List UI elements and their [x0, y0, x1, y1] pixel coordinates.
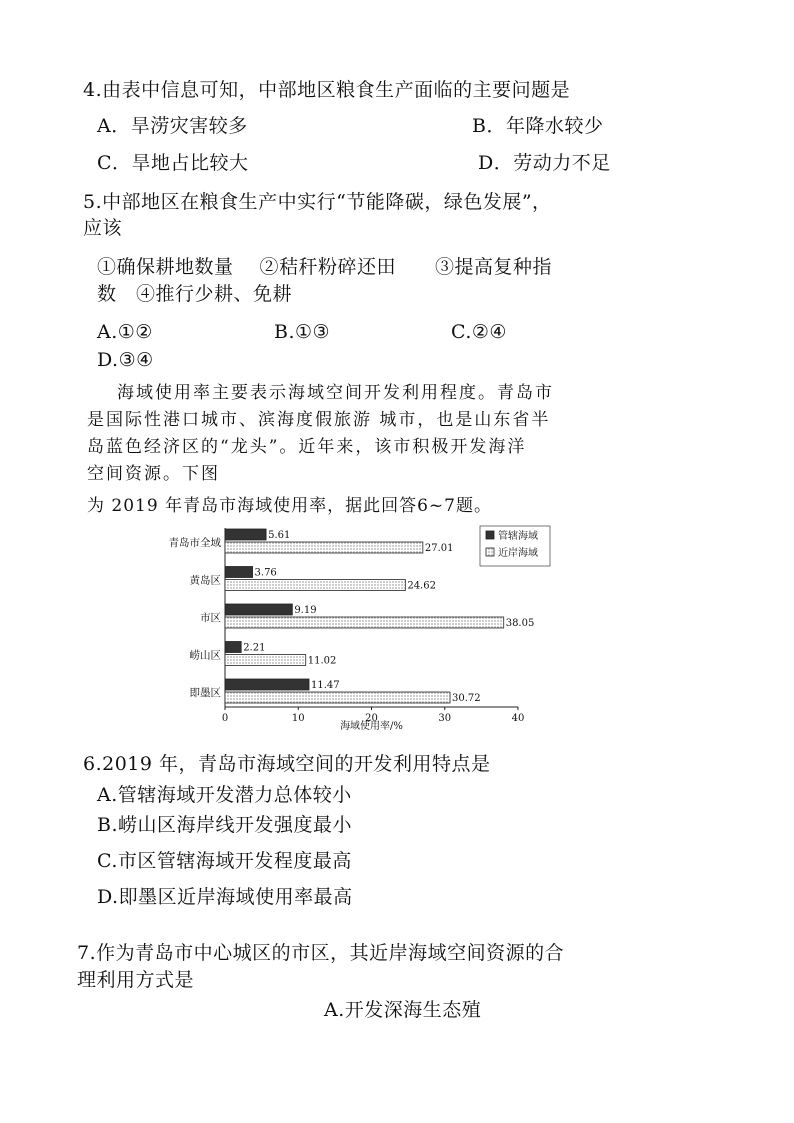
legend-label: 管辖海域: [498, 531, 538, 542]
q6-option-b: B.崂山区海岸线开发强度最小: [97, 814, 353, 836]
legend-swatch: [486, 548, 494, 556]
q7-option-a: A.开发深海生态殖: [324, 999, 482, 1021]
q5-items-line2: 数 ④推行少耕、免耕: [97, 283, 293, 305]
q6-option-d: D.即墨区近岸海域使用率最高: [97, 886, 353, 908]
bar-nearshore-sea: [225, 580, 405, 591]
sea-use-rate-bar-chart: [158, 524, 568, 736]
x-tick-label: 20: [365, 713, 378, 724]
q4-option-c: C．旱地占比较大: [97, 152, 249, 174]
x-tick-label: 40: [511, 713, 525, 724]
category-label: 黄岛区: [189, 574, 221, 587]
q5-option-b: B.①③: [274, 321, 331, 343]
q6-option-c: C.市区管辖海域开发程度最高: [97, 850, 352, 872]
q4-option-a: A．旱涝灾害较多: [97, 115, 248, 137]
bar-managed-sea: [225, 529, 266, 540]
bar-nearshore-sea: [225, 617, 504, 628]
q4-option-b: B．年降水较少: [472, 115, 604, 137]
bar-value-label: 3.76: [254, 567, 277, 579]
bar-value-label: 38.05: [505, 618, 535, 629]
passage-line1: 海域使用率主要表示海域空间开发利用程度。青岛市: [117, 383, 554, 403]
q5-items-line1: ①确保耕地数量 ②秸秆粉碎还田 ③提高复种指: [97, 256, 553, 278]
q6-option-a: A.管辖海域开发潜力总体较小: [97, 784, 352, 806]
q4-stem: 4.由表中信息可知，中部地区粮食生产面临的主要问题是: [83, 79, 571, 101]
bar-value-label: 9.19: [294, 605, 317, 616]
q5-option-d: D.③④: [97, 349, 154, 371]
q7-stem-line1: 7.作为青岛市中心城区的市区，其近岸海域空间资源的合: [77, 942, 565, 964]
bar-value-label: 5.61: [268, 530, 291, 541]
bar-value-label: 11.02: [307, 655, 337, 667]
bar-value-label: 11.47: [311, 680, 340, 691]
x-axis-label: 海域使用率/%: [340, 721, 403, 732]
passage-line4: 空间资源。下图: [87, 464, 220, 484]
bar-managed-sea: [225, 679, 309, 690]
bar-value-label: 24.62: [407, 580, 436, 592]
bar-value-label: 2.21: [243, 642, 266, 654]
category-label: 崂山区: [189, 649, 221, 662]
bar-nearshore-sea: [225, 542, 423, 553]
q4-option-d: D．劳动力不足: [478, 152, 611, 174]
legend-swatch: [486, 531, 494, 539]
q5-stem-line2: 应该: [83, 217, 123, 239]
q5-option-c: C.②④: [451, 321, 507, 343]
bar-value-label: 30.72: [452, 693, 481, 704]
x-tick-label: 0: [221, 713, 229, 724]
x-tick-label: 10: [291, 713, 305, 724]
q5-option-a: A.①②: [97, 321, 153, 343]
q6-stem: 6.2019 年，青岛市海域空间的开发利用特点是: [83, 753, 491, 775]
category-label: 即墨区: [189, 687, 221, 699]
category-label: 青岛市全域: [168, 537, 221, 549]
bar-managed-sea: [225, 567, 253, 578]
bar-nearshore-sea: [225, 692, 450, 703]
passage-line2: 是国际性港口城市、滨海度假旅游 城市，也是山东省半: [87, 410, 551, 430]
x-tick-label: 30: [438, 713, 452, 724]
legend-label: 近岸海域: [498, 548, 538, 559]
bar-value-label: 27.01: [424, 543, 454, 554]
bar-managed-sea: [225, 604, 292, 615]
passage-line5: 为 2019 年青岛市海域使用率，据此回答6~7题。: [87, 496, 492, 516]
bar-nearshore-sea: [225, 655, 306, 666]
category-label: 市区: [200, 612, 221, 624]
q7-stem-line2: 理利用方式是: [77, 969, 195, 991]
q5-stem-line1: 5.中部地区在粮食生产中实行“节能降碳，绿色发展”，: [83, 191, 552, 213]
bar-managed-sea: [225, 642, 241, 653]
passage-line3: 岛蓝色经济区的“龙头”。近年来，该市积极开发海洋: [87, 437, 527, 457]
